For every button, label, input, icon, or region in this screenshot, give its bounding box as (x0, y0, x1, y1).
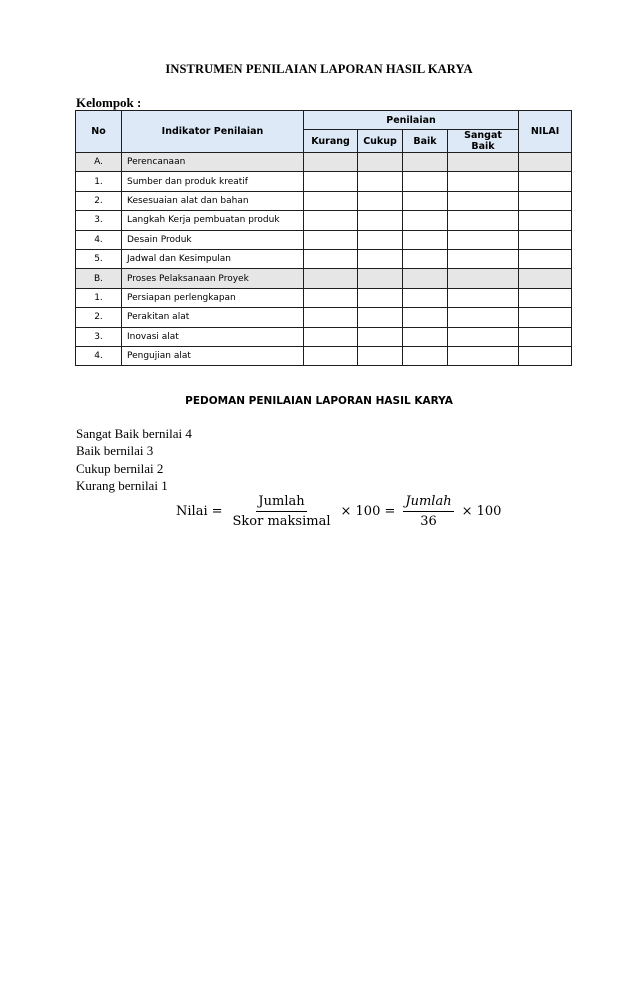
table-row (76, 346, 572, 365)
cell-cukup (358, 230, 403, 249)
cell-cukup (358, 172, 403, 191)
header-score: NILAI (519, 111, 572, 153)
fraction-denominator: 36 (420, 513, 437, 529)
legend-item: Sangat Baik bernilai 4 (76, 426, 192, 441)
cell-nilai (519, 269, 572, 288)
cell-baik (403, 269, 448, 288)
cell-sangat-baik (448, 308, 519, 327)
row-no: 3. (76, 327, 122, 346)
cell-cukup (358, 249, 403, 268)
cell-nilai (519, 153, 572, 172)
cell-sangat-baik (448, 346, 519, 365)
row-indicator: Proses Pelaksanaan Proyek (122, 269, 304, 288)
header-indicator: Indikator Penilaian (122, 111, 304, 153)
document-title: INSTRUMEN PENILAIAN LAPORAN HASIL KARYA (165, 62, 473, 76)
scoring-legend (76, 425, 192, 494)
row-indicator: Desain Produk (122, 230, 304, 249)
fraction-numerator: Jumlah (403, 494, 453, 512)
row-indicator: Langkah Kerja pembuatan produk (122, 211, 304, 230)
cell-baik (403, 327, 448, 346)
cell-kurang (304, 288, 358, 307)
formula-equals: = (211, 503, 223, 519)
row-no: A. (76, 153, 122, 172)
fraction-numerator: Jumlah (256, 494, 306, 512)
cell-kurang (304, 308, 358, 327)
cell-nilai (519, 249, 572, 268)
cell-nilai (519, 191, 572, 210)
header-level-kurang: Kurang (304, 130, 358, 153)
cell-nilai (519, 211, 572, 230)
table-row (76, 249, 572, 268)
row-indicator: Persiapan perlengkapan (122, 288, 304, 307)
header-level-sangat-baik: Sangat Baik (448, 130, 519, 153)
header-level-baik: Baik (403, 130, 448, 153)
cell-nilai (519, 230, 572, 249)
formula-times-equals: × 100 = (340, 503, 396, 519)
cell-sangat-baik (448, 172, 519, 191)
cell-kurang (304, 346, 358, 365)
fraction-total-over-max (231, 494, 333, 529)
cell-kurang (304, 249, 358, 268)
table-row (76, 308, 572, 327)
cell-cukup (358, 308, 403, 327)
cell-kurang (304, 153, 358, 172)
cell-sangat-baik (448, 327, 519, 346)
formula-times: × 100 (461, 503, 502, 519)
cell-nilai (519, 172, 572, 191)
cell-baik (403, 211, 448, 230)
row-no: 1. (76, 172, 122, 191)
row-indicator: Inovasi alat (122, 327, 304, 346)
table-row (76, 327, 572, 346)
cell-sangat-baik (448, 191, 519, 210)
legend-item: Kurang bernilai 1 (76, 477, 168, 493)
cell-kurang (304, 172, 358, 191)
table-row (76, 288, 572, 307)
cell-baik (403, 249, 448, 268)
row-indicator: Pengujian alat (122, 346, 304, 365)
table-row (76, 230, 572, 249)
header-assessment: Penilaian (304, 111, 519, 130)
cell-cukup (358, 327, 403, 346)
cell-baik (403, 191, 448, 210)
score-formula (176, 491, 505, 531)
legend-item: Cukup bernilai 2 (76, 460, 164, 476)
cell-sangat-baik (448, 211, 519, 230)
cell-sangat-baik (448, 269, 519, 288)
cell-nilai (519, 308, 572, 327)
table-row (76, 191, 572, 210)
cell-kurang (304, 211, 358, 230)
row-no: 2. (76, 191, 122, 210)
cell-cukup (358, 211, 403, 230)
cell-baik (403, 308, 448, 327)
fraction-total-over-36 (403, 494, 453, 529)
cell-sangat-baik (448, 230, 519, 249)
fraction-denominator: Skor maksimal (232, 513, 331, 529)
cell-sangat-baik (448, 153, 519, 172)
cell-nilai (519, 346, 572, 365)
table-row (76, 211, 572, 230)
table-header-row (76, 111, 572, 130)
row-no: 5. (76, 249, 122, 268)
table-row (76, 172, 572, 191)
cell-nilai (519, 288, 572, 307)
row-no: 4. (76, 230, 122, 249)
row-no: 2. (76, 308, 122, 327)
guide-title: PEDOMAN PENILAIAN LAPORAN HASIL KARYA (185, 395, 453, 407)
cell-sangat-baik (448, 249, 519, 268)
cell-kurang (304, 269, 358, 288)
assessment-table (75, 110, 572, 366)
cell-baik (403, 172, 448, 191)
legend-item: Baik bernilai 3 (76, 443, 154, 459)
formula-label: Nilai (176, 503, 208, 519)
row-indicator: Perencanaan (122, 153, 304, 172)
cell-cukup (358, 191, 403, 210)
cell-kurang (304, 327, 358, 346)
cell-baik (403, 230, 448, 249)
cell-nilai (519, 327, 572, 346)
cell-baik (403, 288, 448, 307)
cell-baik (403, 346, 448, 365)
row-no: B. (76, 269, 122, 288)
group-label: Kelompok : (76, 95, 142, 110)
cell-kurang (304, 230, 358, 249)
row-indicator: Kesesuaian alat dan bahan (122, 191, 304, 210)
cell-cukup (358, 288, 403, 307)
row-indicator: Sumber dan produk kreatif (122, 172, 304, 191)
cell-cukup (358, 269, 403, 288)
cell-sangat-baik (448, 288, 519, 307)
cell-kurang (304, 191, 358, 210)
row-no: 3. (76, 211, 122, 230)
table-row (76, 269, 572, 288)
header-level-cukup: Cukup (358, 130, 403, 153)
cell-cukup (358, 153, 403, 172)
row-indicator: Jadwal dan Kesimpulan (122, 249, 304, 268)
cell-cukup (358, 346, 403, 365)
cell-baik (403, 153, 448, 172)
row-no: 1. (76, 288, 122, 307)
row-no: 4. (76, 346, 122, 365)
header-no: No (76, 111, 122, 153)
row-indicator: Perakitan alat (122, 308, 304, 327)
table-row (76, 153, 572, 172)
